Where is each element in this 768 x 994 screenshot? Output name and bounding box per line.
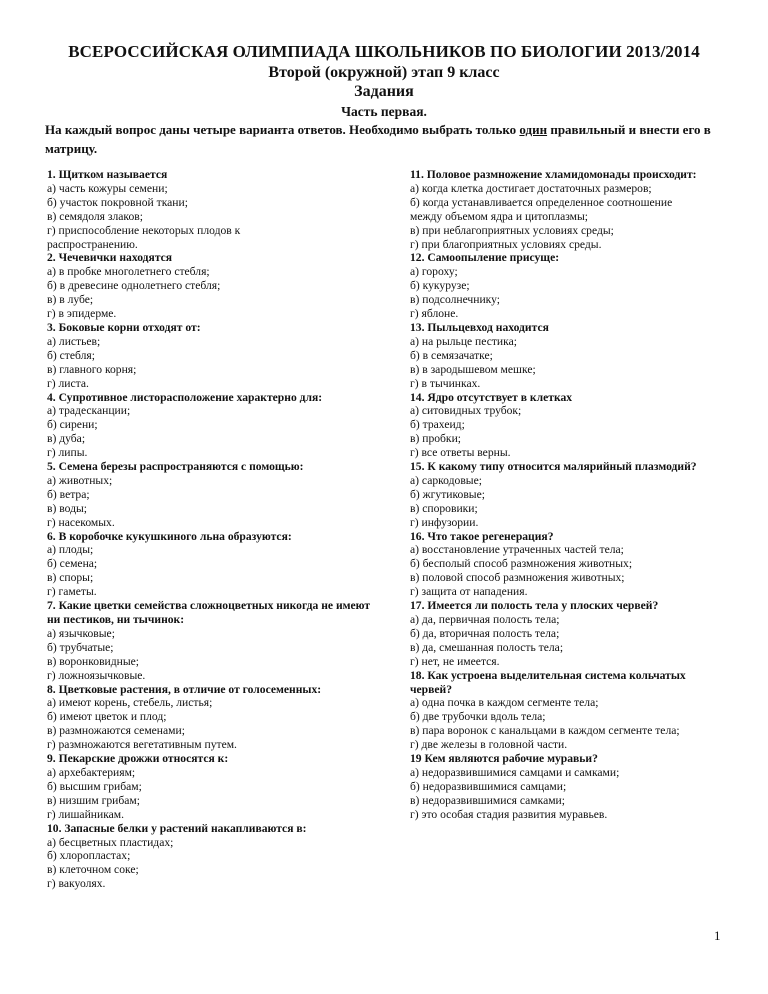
question-text: 8. Цветковые растения, в отличие от голосеменных: bbox=[47, 682, 322, 696]
question-block bbox=[410, 669, 730, 752]
answer-option: г) две железы в головной части. bbox=[410, 738, 568, 752]
answer-option: а) когда клетка достигает достаточных размеров; bbox=[410, 181, 652, 195]
answer-option: б) кукурузе; bbox=[410, 279, 470, 293]
answer-option: а) одна почка в каждом сегменте тела; bbox=[410, 696, 599, 710]
question-text: 13. Пыльцевход находится bbox=[410, 320, 549, 334]
question-block bbox=[47, 752, 377, 822]
answer-option: в) споры; bbox=[47, 571, 94, 585]
instruction-before: На каждый вопрос даны четыре варианта ответов. Необходимо выбрать только bbox=[45, 122, 520, 137]
answer-option: г) яблоне. bbox=[410, 307, 459, 321]
answer-option: в) пробки; bbox=[410, 432, 461, 446]
answer-option: б) хлоропластах; bbox=[47, 849, 131, 863]
question-block bbox=[410, 168, 730, 251]
question-text: 2. Чечевички находятся bbox=[47, 251, 173, 265]
answer-option: в) главного корня; bbox=[47, 362, 137, 376]
question-block bbox=[410, 391, 730, 461]
answer-option: а) да, первичная полость тела; bbox=[410, 613, 560, 626]
question-text: 15. К какому типу относится малярийный плазмодий? bbox=[410, 460, 697, 474]
answer-option: б) трахеид; bbox=[410, 418, 465, 432]
answer-option: в) пара воронок с канальцами в каждом сегменте тела; bbox=[410, 724, 680, 738]
answer-option: б) имеют цветок и плод; bbox=[47, 710, 167, 724]
question-block bbox=[410, 321, 730, 391]
page-number: 1 bbox=[714, 928, 721, 943]
answer-option: в) воронковидные; bbox=[47, 654, 140, 668]
answer-option: г) инфузории. bbox=[410, 515, 479, 529]
answer-option: в) да, смешанная полость тела; bbox=[410, 640, 564, 654]
answer-option: а) язычковые; bbox=[47, 626, 115, 640]
question-block bbox=[47, 168, 377, 251]
question-text: 6. В коробочке кукушкиного льна образуются: bbox=[47, 529, 292, 543]
question-block bbox=[47, 251, 377, 321]
answer-option: в) клеточном соке; bbox=[47, 863, 139, 877]
answer-option: в) половой способ размножения животных; bbox=[410, 571, 625, 585]
instruction-after: правильный и внести его в матрицу. bbox=[45, 122, 711, 156]
answer-option: б) в древесине однолетнего стебля; bbox=[47, 279, 221, 293]
question-block bbox=[410, 460, 730, 530]
answer-option: б) участок покровной ткани; bbox=[47, 195, 188, 209]
answer-option: б) стебля; bbox=[47, 348, 95, 362]
answer-option: а) в пробке многолетнего стебля; bbox=[47, 265, 210, 279]
answer-option: а) ситовидных трубок; bbox=[410, 404, 522, 418]
answer-option: а) листьев; bbox=[47, 334, 101, 348]
question-block bbox=[410, 530, 730, 600]
answer-option: а) животных; bbox=[47, 473, 113, 487]
question-block bbox=[47, 822, 377, 892]
answer-option: г) ложноязычковые. bbox=[47, 668, 146, 682]
answer-option: г) гаметы. bbox=[47, 585, 97, 599]
instruction-text bbox=[45, 120, 715, 158]
question-text: 3. Боковые корни отходят от: bbox=[47, 320, 201, 334]
question-block bbox=[47, 683, 377, 753]
answer-option: г) это особая стадия развития муравьев. bbox=[410, 807, 608, 821]
question-block bbox=[410, 251, 730, 321]
answer-option: г) при благоприятных условиях среды. bbox=[410, 237, 602, 251]
questions-left-column bbox=[47, 168, 377, 891]
answer-option: а) часть кожуры семени; bbox=[47, 181, 168, 195]
answer-continuation: распространению. bbox=[47, 237, 138, 251]
answer-option: г) все ответы верны. bbox=[410, 446, 511, 460]
answer-option: а) бесцветных пластидах; bbox=[47, 835, 174, 849]
answer-option: а) традесканции; bbox=[47, 404, 131, 418]
question-block bbox=[410, 752, 730, 822]
question-block bbox=[47, 460, 377, 530]
answer-option: г) лишайникам. bbox=[47, 807, 125, 821]
question-text: 12. Самоопыление присуще: bbox=[410, 251, 560, 265]
answer-option: б) семена; bbox=[47, 557, 98, 571]
answer-option: а) гороху; bbox=[410, 265, 458, 279]
answer-option: в) размножаются семенами; bbox=[47, 724, 185, 738]
question-text: 11. Половое размножение хламидомонады происходит: bbox=[410, 168, 697, 181]
answer-option: в) семядоля злаков; bbox=[47, 209, 143, 223]
answer-option: б) недоразвившимися самцами; bbox=[410, 779, 567, 793]
answer-option: б) ветра; bbox=[47, 487, 90, 501]
question-block bbox=[47, 530, 377, 600]
answer-option: г) вакуолях. bbox=[47, 877, 106, 891]
answer-option: а) плоды; bbox=[47, 543, 94, 557]
answer-option: в) низшим грибам; bbox=[47, 793, 140, 807]
olympiad-title: ВСЕРОССИЙСКАЯ ОЛИМПИАДА ШКОЛЬНИКОВ ПО БИОЛОГИИ 2013/2014 bbox=[68, 42, 700, 61]
question-text: 5. Семена березы распространяются с помощью: bbox=[47, 460, 304, 474]
answer-option: г) нет, не имеется. bbox=[410, 654, 500, 668]
answer-option: б) высшим грибам; bbox=[47, 779, 142, 793]
answer-option: в) в зародышевом мешке; bbox=[410, 362, 536, 376]
answer-option: б) в семязачатке; bbox=[410, 348, 493, 362]
questions-right-column bbox=[410, 168, 730, 822]
answer-option: а) недоразвившимися самцами и самками; bbox=[410, 765, 620, 779]
answer-option: б) сирени; bbox=[47, 418, 98, 432]
answer-continuation: между объемом ядра и цитоплазмы; bbox=[410, 209, 588, 223]
question-block bbox=[410, 599, 730, 669]
answer-option: г) приспособление некоторых плодов к bbox=[47, 223, 241, 237]
answer-option: а) на рыльце пестика; bbox=[410, 334, 517, 348]
stage-subtitle: Второй (окружной) этап 9 класс bbox=[268, 64, 500, 81]
instruction-emphasis: один bbox=[519, 122, 548, 137]
answer-option: г) липы. bbox=[47, 446, 88, 460]
question-text: 9. Пекарские дрожжи относятся к: bbox=[47, 752, 229, 766]
tasks-heading: Задания bbox=[354, 83, 414, 100]
question-text: 16. Что такое регенерация? bbox=[410, 529, 554, 543]
answer-option: б) жгутиковые; bbox=[410, 487, 485, 501]
question-text: 19 Кем являются рабочие муравьи? bbox=[410, 752, 598, 766]
answer-option: а) архебактериям; bbox=[47, 765, 136, 779]
answer-option: а) имеют корень, стебель, листья; bbox=[47, 696, 213, 710]
answer-option: г) в тычинках. bbox=[410, 376, 481, 390]
answer-option: б) бесполый способ размножения животных; bbox=[410, 557, 633, 571]
answer-option: в) недоразвившимися самками; bbox=[410, 793, 565, 807]
answer-option: а) восстановление утраченных частей тела; bbox=[410, 543, 624, 557]
question-text: 14. Ядро отсутствует в клетках bbox=[410, 390, 573, 404]
question-block bbox=[47, 391, 377, 461]
answer-option: б) две трубочки вдоль тела; bbox=[410, 710, 546, 724]
question-text: 17. Имеется ли полость тела у плоских червей? bbox=[410, 599, 659, 613]
question-block bbox=[47, 599, 377, 682]
answer-option: в) дуба; bbox=[47, 432, 86, 446]
answer-option: в) подсолнечнику; bbox=[410, 293, 501, 307]
answer-option: в) в лубе; bbox=[47, 293, 94, 307]
question-block bbox=[47, 321, 377, 391]
question-text: 1. Щитком называется bbox=[47, 168, 168, 181]
answer-option: в) при неблагоприятных условиях среды; bbox=[410, 223, 614, 237]
answer-option: г) листа. bbox=[47, 376, 89, 390]
answer-option: в) воды; bbox=[47, 501, 88, 515]
answer-option: б) да, вторичная полость тела; bbox=[410, 626, 560, 640]
answer-option: г) размножаются вегетативным путем. bbox=[47, 738, 237, 752]
answer-option: б) трубчатые; bbox=[47, 640, 114, 654]
answer-option: г) насекомых. bbox=[47, 515, 115, 529]
answer-option: в) споровики; bbox=[410, 501, 478, 515]
part-heading: Часть первая. bbox=[341, 104, 427, 119]
question-text: 18. Как устроена выделительная система кольчатых червей? bbox=[410, 668, 686, 696]
question-text: 7. Какие цветки семейства сложноцветных никогда не имеют ни пестиков, ни тычинок: bbox=[47, 599, 371, 626]
answer-option: г) в эпидерме. bbox=[47, 307, 117, 321]
question-text: 4. Супротивное листорасположение характерно для: bbox=[47, 390, 323, 404]
answer-option: б) когда устанавливается определенное соотношение bbox=[410, 195, 673, 209]
answer-option: г) защита от нападения. bbox=[410, 585, 528, 599]
question-text: 10. Запасные белки у растений накапливаются в: bbox=[47, 821, 307, 835]
answer-option: а) саркодовые; bbox=[410, 473, 482, 487]
